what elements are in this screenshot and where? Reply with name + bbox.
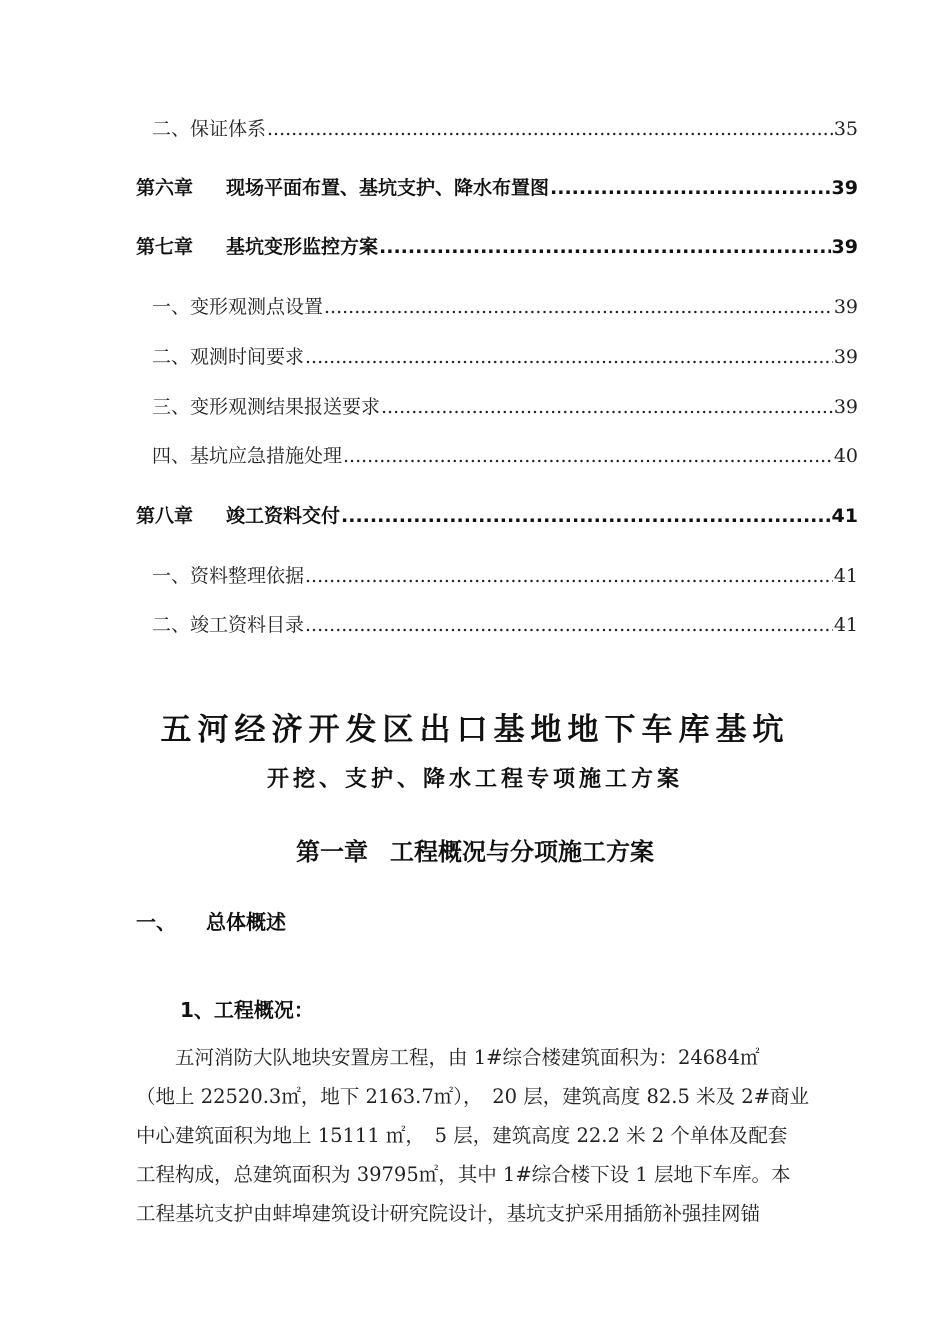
toc-entry-label: 二、保证体系 xyxy=(152,118,267,140)
paragraph-line: 工程基坑支护由蚌埠建筑设计研究院设计，基坑支护采用插筋补强挂网锚 xyxy=(136,1202,761,1225)
toc-chapter-number: 第七章 xyxy=(136,236,194,258)
toc-entry-page: 39 xyxy=(831,236,858,258)
toc-entry-label: 一、变形观测点设置 xyxy=(152,296,324,318)
toc-entry-label xyxy=(136,173,549,200)
toc-entry[interactable] xyxy=(152,292,858,319)
toc-leader-dots xyxy=(305,346,833,368)
paragraph-line: 中心建筑面积为地上 15111 ㎡， 5 层，建筑高度 22.2 米 2 个单体及配套 xyxy=(136,1124,788,1147)
body-paragraph xyxy=(136,1038,858,1233)
toc-leader-dots xyxy=(343,445,833,467)
toc-entry[interactable] xyxy=(152,342,858,369)
chapter-number: 第一章 xyxy=(296,838,368,866)
paragraph-line: 工程构成，总建筑面积为 39795㎡，其中 1#综合楼下设 1 层地下车库。本 xyxy=(136,1163,791,1186)
toc-chapter-title: 现场平面布置、基坑支护、降水布置图 xyxy=(226,177,550,199)
toc-leader-dots xyxy=(550,177,831,199)
toc-entry-label xyxy=(136,232,378,259)
toc-leader-dots xyxy=(379,236,831,258)
section-title: 总体概述 xyxy=(206,910,286,934)
toc-leader-dots xyxy=(305,565,833,587)
toc-entry-page: 39 xyxy=(831,177,858,199)
toc-leader-dots xyxy=(381,396,833,418)
toc-entry[interactable] xyxy=(152,441,858,468)
toc-entry-label xyxy=(136,501,340,528)
subsection-heading: 1、工程概况： xyxy=(180,998,314,1022)
toc-entry-page: 39 xyxy=(833,396,858,418)
paragraph-line: 五河消防大队地块安置房工程，由 1#综合楼建筑面积为：24684㎡ xyxy=(136,1046,760,1069)
toc-leader-dots xyxy=(324,296,833,318)
toc-entry-page: 41 xyxy=(833,565,858,587)
toc-chapter-entry[interactable] xyxy=(136,501,858,528)
paragraph-line: （地上 22520.3㎡，地下 2163.7㎡）， 20 层，建筑高度 82.5 米及 2#商业 xyxy=(136,1085,810,1108)
chapter-heading xyxy=(0,832,950,867)
toc-entry-page: 35 xyxy=(833,118,858,140)
toc-entry[interactable] xyxy=(152,392,858,419)
toc-chapter-number: 第八章 xyxy=(136,505,194,527)
toc-entry-page: 39 xyxy=(833,296,858,318)
toc-entry[interactable] xyxy=(152,610,858,637)
section-number: 一、 xyxy=(136,910,176,934)
toc-entry-label: 三、变形观测结果报送要求 xyxy=(152,396,381,418)
section-heading xyxy=(136,906,286,935)
toc-chapter-entry[interactable] xyxy=(136,232,858,259)
toc-leader-dots xyxy=(341,505,831,527)
toc-entry-page: 41 xyxy=(831,505,858,527)
toc-leader-dots xyxy=(267,118,833,140)
toc-entry-label: 二、竣工资料目录 xyxy=(152,614,305,636)
toc-entry-page: 40 xyxy=(833,445,858,467)
document-subtitle: 开挖、支护、降水工程专项施工方案 xyxy=(266,766,683,792)
chapter-title: 工程概况与分项施工方案 xyxy=(390,838,654,866)
toc-chapter-entry[interactable] xyxy=(136,173,858,200)
toc-chapter-title: 竣工资料交付 xyxy=(226,505,341,527)
toc-entry-page: 41 xyxy=(833,614,858,636)
toc-leader-dots xyxy=(305,614,833,636)
toc-chapter-number: 第六章 xyxy=(136,177,194,199)
toc-chapter-title: 基坑变形监控方案 xyxy=(226,236,379,258)
toc-entry-label: 二、观测时间要求 xyxy=(152,346,305,368)
toc-entry[interactable] xyxy=(152,561,858,588)
document-title: 五河经济开发区出口基地地下车库基坑 xyxy=(160,712,790,748)
toc-entry[interactable] xyxy=(152,114,858,141)
toc-entry-label: 一、资料整理依据 xyxy=(152,565,305,587)
toc-entry-label: 四、基坑应急措施处理 xyxy=(152,445,343,467)
toc-entry-page: 39 xyxy=(833,346,858,368)
